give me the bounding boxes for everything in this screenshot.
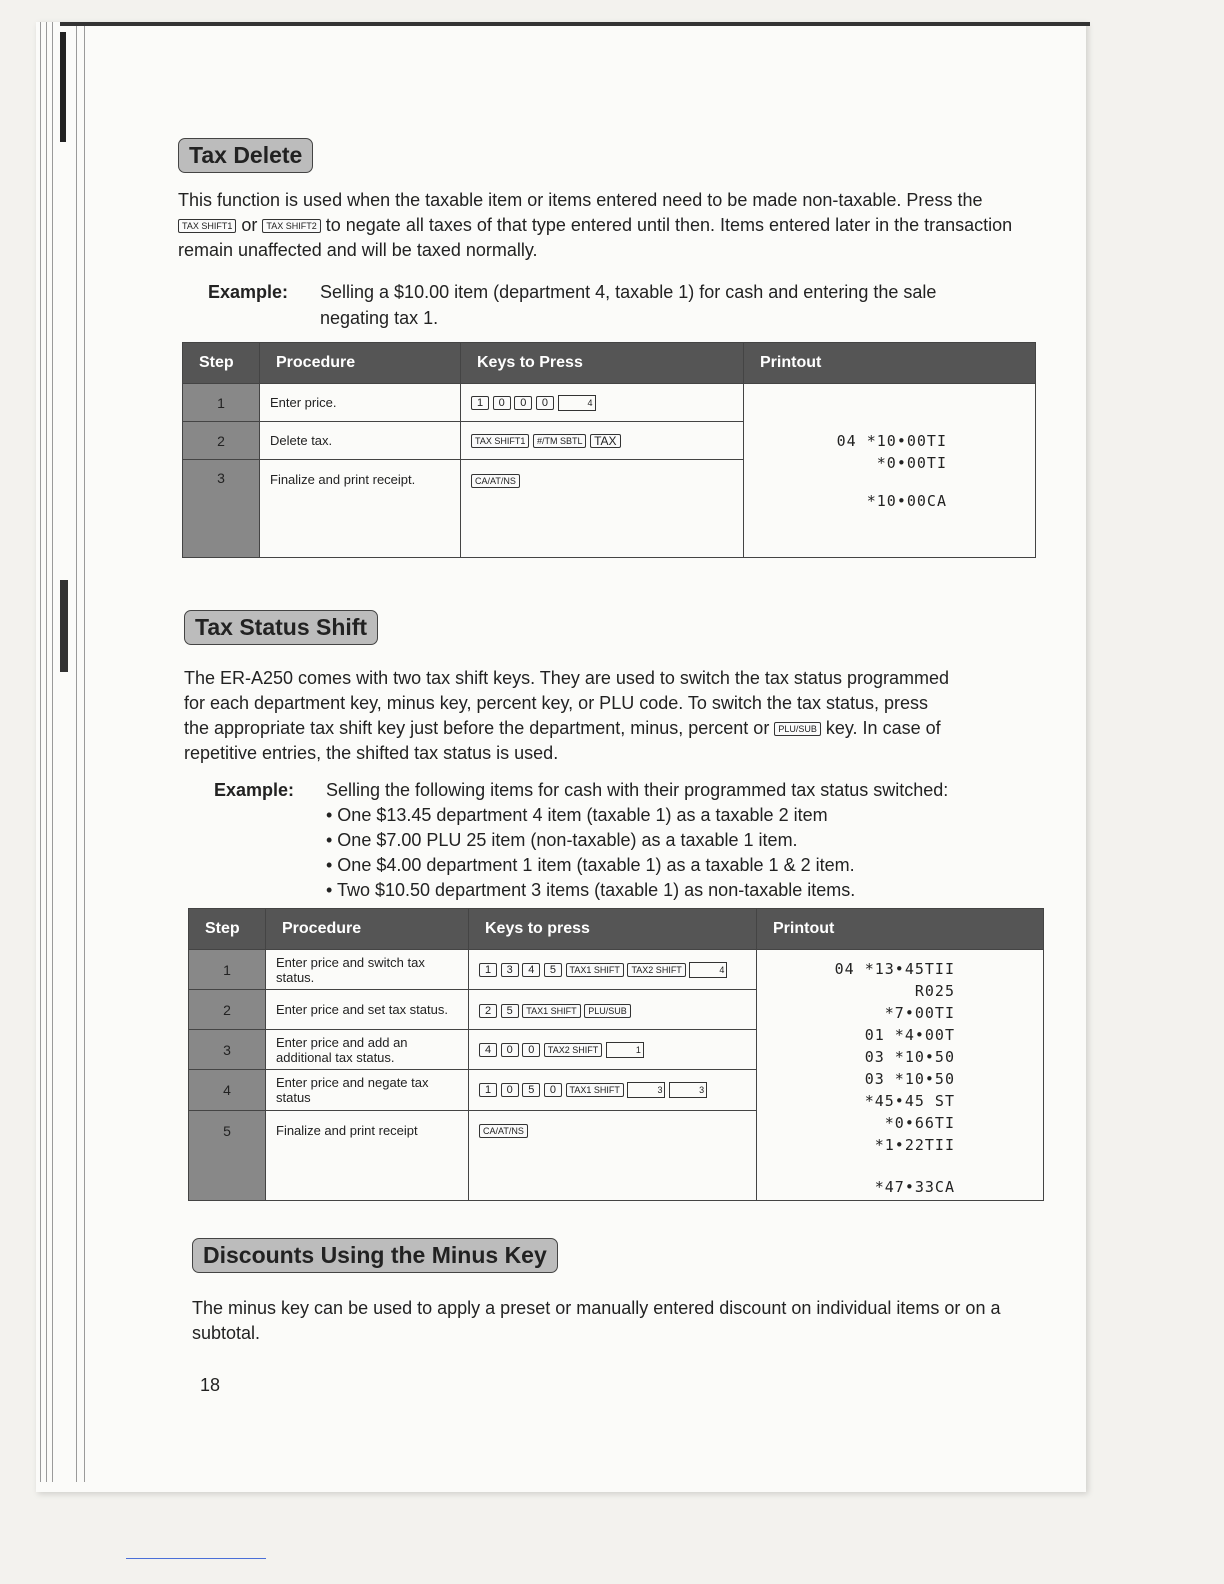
step-number: 4	[189, 1070, 266, 1110]
tax-delete-text-2: to negate all taxes of that type entered until then. Items entered later in the transaction remain unaffected and will be taxed normally.	[178, 215, 1013, 260]
tax-delete-table	[182, 342, 1036, 558]
table-header: Printout	[744, 343, 1036, 384]
tax-delete-example	[208, 280, 1028, 332]
step-number: 3	[189, 1030, 266, 1070]
table-header: Procedure	[260, 343, 461, 384]
key: 2	[479, 1004, 497, 1018]
keys-cell	[461, 384, 744, 422]
printout-line: *1•22TII	[874, 1136, 955, 1154]
key: 1	[479, 1083, 497, 1097]
tax-shift2-key: TAX SHIFT2	[262, 219, 320, 233]
key: PLU/SUB	[584, 1004, 631, 1018]
list-item: • One $7.00 PLU 25 item (non-taxable) as a taxable 1 item.	[326, 830, 798, 850]
key: 0	[536, 396, 554, 410]
tax-status-shift-heading: Tax Status Shift	[184, 610, 378, 645]
key: 0	[522, 1043, 540, 1057]
printout-cell	[744, 384, 1036, 558]
tax-delete-heading: Tax Delete	[178, 138, 313, 173]
key: 5	[501, 1004, 519, 1018]
key: CA/AT/NS	[471, 474, 520, 488]
example-text-line1: Selling a $10.00 item (department 4, taxable 1) for cash and entering the sale	[320, 282, 937, 302]
paragraph-text: key. In case of	[825, 718, 941, 738]
key: 1	[471, 396, 489, 410]
key: 0	[544, 1083, 562, 1097]
table-header: Step	[189, 909, 266, 950]
department-key: 3	[669, 1082, 707, 1098]
key: 5	[522, 1083, 540, 1097]
printout-line: 03 *10•50	[864, 1070, 955, 1088]
procedure-cell: Enter price and add an additional tax status.	[266, 1030, 469, 1070]
key: 5	[544, 963, 562, 977]
key: TAX1 SHIFT	[566, 1083, 624, 1097]
list-item: • One $4.00 department 1 item (taxable 1) as a taxable 1 & 2 item.	[326, 855, 855, 875]
department-key: 3	[627, 1082, 665, 1098]
discounts-paragraph: The minus key can be used to apply a preset or manually entered discount on individual items or on a subtotal.	[192, 1298, 1001, 1343]
procedure-cell: Enter price and negate tax status	[266, 1070, 469, 1110]
key: TAX SHIFT1	[471, 434, 529, 448]
table-header: Keys to press	[469, 909, 757, 950]
keys-cell	[469, 1030, 757, 1070]
procedure-cell: Finalize and print receipt.	[260, 460, 461, 558]
key: TAX1 SHIFT	[522, 1004, 580, 1018]
paragraph-line: for each department key, minus key, percent key, or PLU code. To switch the tax status, press	[184, 693, 929, 713]
key: 3	[501, 963, 519, 977]
paragraph-line	[184, 716, 1044, 741]
department-key: 4	[689, 962, 727, 978]
table-header: Keys to Press	[461, 343, 744, 384]
key: 4	[522, 963, 540, 977]
key: CA/AT/NS	[479, 1124, 528, 1138]
step-number: 1	[183, 384, 260, 422]
plu-sub-key: PLU/SUB	[774, 722, 821, 736]
footer-link-line	[126, 1558, 266, 1559]
printout-line: 01 *4•00T	[864, 1026, 955, 1044]
printout-line	[754, 474, 947, 490]
list-item: • One $13.45 department 4 item (taxable 1) as a taxable 2 item	[326, 805, 828, 825]
printout-line: *47•33CA	[874, 1178, 955, 1196]
paragraph-line: The ER-A250 comes with two tax shift keys. They are used to switch the tax status programmed	[184, 668, 949, 688]
step-number: 1	[189, 950, 266, 990]
printout-line: *0•00TI	[876, 454, 947, 472]
paragraph-line: repetitive entries, the shifted tax status is used.	[184, 743, 559, 763]
keys-cell	[461, 422, 744, 460]
tax-status-shift-paragraph	[184, 666, 1044, 766]
step-number: 3	[183, 460, 260, 558]
table-row	[183, 384, 1036, 422]
key: #/TM SBTL	[533, 434, 587, 448]
page-edge	[46, 22, 47, 1482]
key: 0	[493, 396, 511, 410]
procedure-cell: Enter price.	[260, 384, 461, 422]
example-body	[326, 778, 1026, 903]
example-intro: Selling the following items for cash with their programmed tax status switched:	[326, 780, 949, 800]
key: 4	[479, 1043, 497, 1057]
tax-delete-text-or: or	[241, 215, 258, 235]
step-number: 2	[183, 422, 260, 460]
printout-line: 03 *10•50	[864, 1048, 955, 1066]
step-number: 2	[189, 990, 266, 1030]
example-text-line2: negating tax 1.	[320, 308, 439, 328]
page-edge	[84, 22, 85, 1482]
example-label: Example:	[208, 282, 289, 302]
table-row	[189, 950, 1044, 990]
key: 0	[501, 1083, 519, 1097]
printout-line: 04 *13•45TII	[834, 960, 955, 978]
procedure-cell: Finalize and print receipt	[266, 1110, 469, 1200]
top-rule	[60, 22, 1090, 26]
list-item: • Two $10.50 department 3 items (taxable 1) as non-taxable items.	[326, 880, 856, 900]
keys-cell	[469, 1110, 757, 1200]
key: TAX1 SHIFT	[566, 963, 624, 977]
procedure-cell: Enter price and switch tax status.	[266, 950, 469, 990]
printout-line: *7•00TI	[884, 1004, 955, 1022]
key: 0	[501, 1043, 519, 1057]
key: 1	[479, 963, 497, 977]
table-header: Printout	[757, 909, 1044, 950]
printout-line: *45•45 ST	[864, 1092, 955, 1110]
step-number: 5	[189, 1110, 266, 1200]
printout-line: *0•66TI	[884, 1114, 955, 1132]
printout-cell	[757, 950, 1044, 1201]
key: 0	[514, 396, 532, 410]
page-edge	[52, 22, 53, 1482]
procedure-cell: Enter price and set tax status.	[266, 990, 469, 1030]
page-edge	[40, 22, 41, 1482]
printout-line: *10•00CA	[866, 492, 947, 510]
tax-status-shift-example	[214, 778, 1034, 908]
keys-cell	[469, 990, 757, 1030]
procedure-cell: Delete tax.	[260, 422, 461, 460]
table-header: Step	[183, 343, 260, 384]
keys-cell	[469, 950, 757, 990]
paragraph-text: the appropriate tax shift key just before the department, minus, percent or	[184, 718, 770, 738]
discounts-heading: Discounts Using the Minus Key	[192, 1238, 558, 1273]
tax-status-shift-table	[188, 908, 1044, 1201]
printout-line	[767, 1156, 955, 1176]
printout-line: R025	[914, 982, 955, 1000]
keys-cell	[469, 1070, 757, 1110]
page-number: 18	[200, 1375, 221, 1395]
tax-delete-paragraph	[178, 188, 1038, 263]
department-key: 1	[606, 1042, 644, 1058]
example-label: Example:	[214, 780, 295, 800]
tax-shift1-key: TAX SHIFT1	[178, 219, 236, 233]
binding-mark	[60, 32, 66, 142]
department-key: 4	[558, 395, 596, 411]
keys-cell	[461, 460, 744, 558]
table-header: Procedure	[266, 909, 469, 950]
binding-mark	[60, 580, 68, 672]
key: TAX2 SHIFT	[544, 1043, 602, 1057]
printout-line: 04 *10•00TI	[836, 432, 947, 450]
page-edge	[76, 22, 77, 1482]
key: TAX2 SHIFT	[627, 963, 685, 977]
key: TAX	[590, 434, 620, 448]
tax-delete-text-1: This function is used when the taxable item or items entered need to be made non-taxable. Press the	[178, 190, 983, 210]
